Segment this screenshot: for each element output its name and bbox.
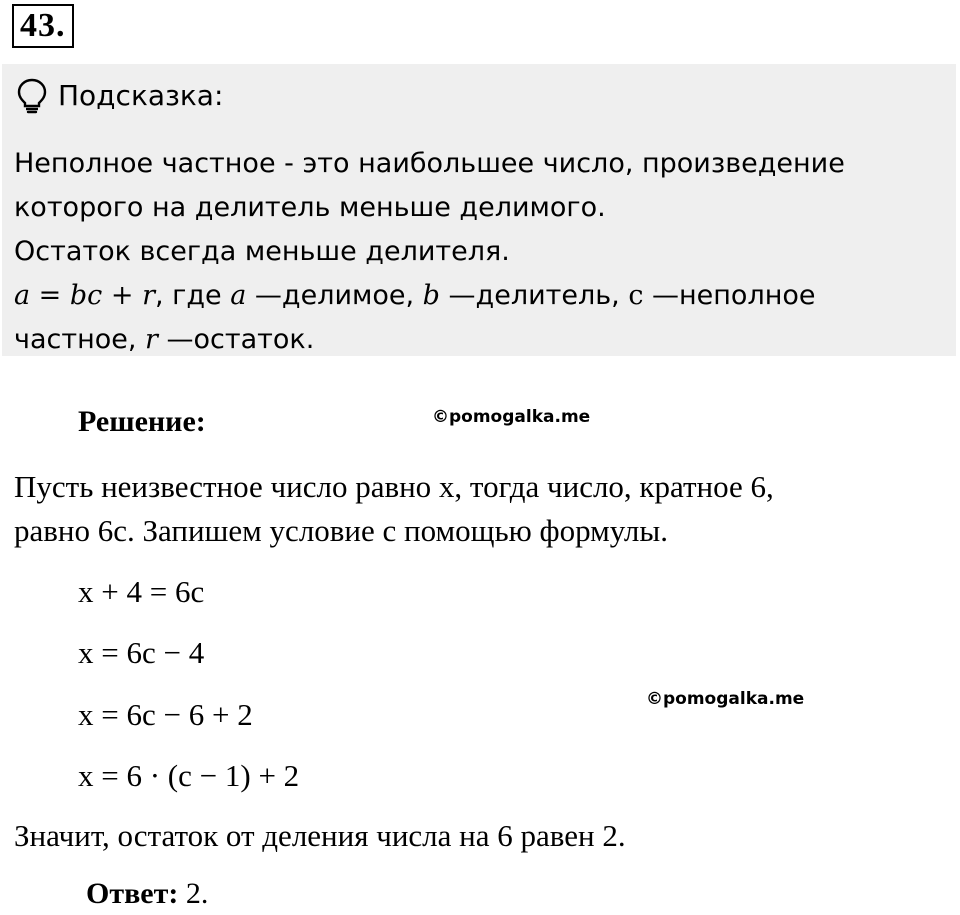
equation: x + 4 = 6c bbox=[78, 574, 205, 609]
formula-text: частное, bbox=[14, 324, 146, 355]
formula-text: —остаток. bbox=[157, 324, 315, 355]
formula-text: —неполное bbox=[643, 280, 816, 311]
solution-text: равно 6c. Запишем условие с помощью формулы. bbox=[14, 513, 668, 548]
equation: x = 6 · (c − 1) + 2 bbox=[78, 758, 300, 793]
equation: x = 6c − 4 bbox=[78, 635, 205, 670]
hint-text bbox=[14, 142, 845, 362]
hint-formula-line bbox=[14, 318, 845, 362]
var-b: b bbox=[422, 280, 440, 311]
var-a: a bbox=[230, 280, 247, 311]
division-formula: a = bc + r bbox=[14, 280, 155, 311]
var-c: c bbox=[628, 280, 644, 311]
conclusion: Значит, остаток от деления числа на 6 равен 2. bbox=[14, 818, 626, 853]
hint-header bbox=[16, 78, 223, 114]
hint-title: Подсказка: bbox=[58, 79, 224, 112]
formula-text: —делимое, bbox=[246, 280, 423, 311]
problem-number: 43. bbox=[12, 4, 74, 48]
answer-value: 2. bbox=[178, 877, 209, 910]
hint-formula-line bbox=[14, 274, 845, 318]
hint-line: которого на делитель меньше делимого. bbox=[14, 192, 606, 223]
watermark: ©pomogalka.me bbox=[432, 407, 591, 427]
hint-line: Остаток всегда меньше делителя. bbox=[14, 236, 510, 267]
hint-box bbox=[2, 64, 956, 356]
answer-label: Ответ: bbox=[86, 877, 179, 910]
watermark: ©pomogalka.me bbox=[646, 689, 805, 709]
solution-text: Пусть неизвестное число равно x, тогда число, кратное 6, bbox=[14, 469, 774, 504]
lightbulb-icon bbox=[16, 78, 48, 114]
formula-text: , где bbox=[155, 280, 231, 311]
formula-text: —делитель, bbox=[439, 280, 629, 311]
hint-line: Неполное частное - это наибольшее число, произведение bbox=[14, 148, 845, 179]
solution-title: Решение: bbox=[78, 405, 206, 438]
equation: x = 6c − 6 + 2 bbox=[78, 697, 253, 732]
var-r: r bbox=[145, 324, 158, 355]
answer bbox=[86, 876, 208, 912]
